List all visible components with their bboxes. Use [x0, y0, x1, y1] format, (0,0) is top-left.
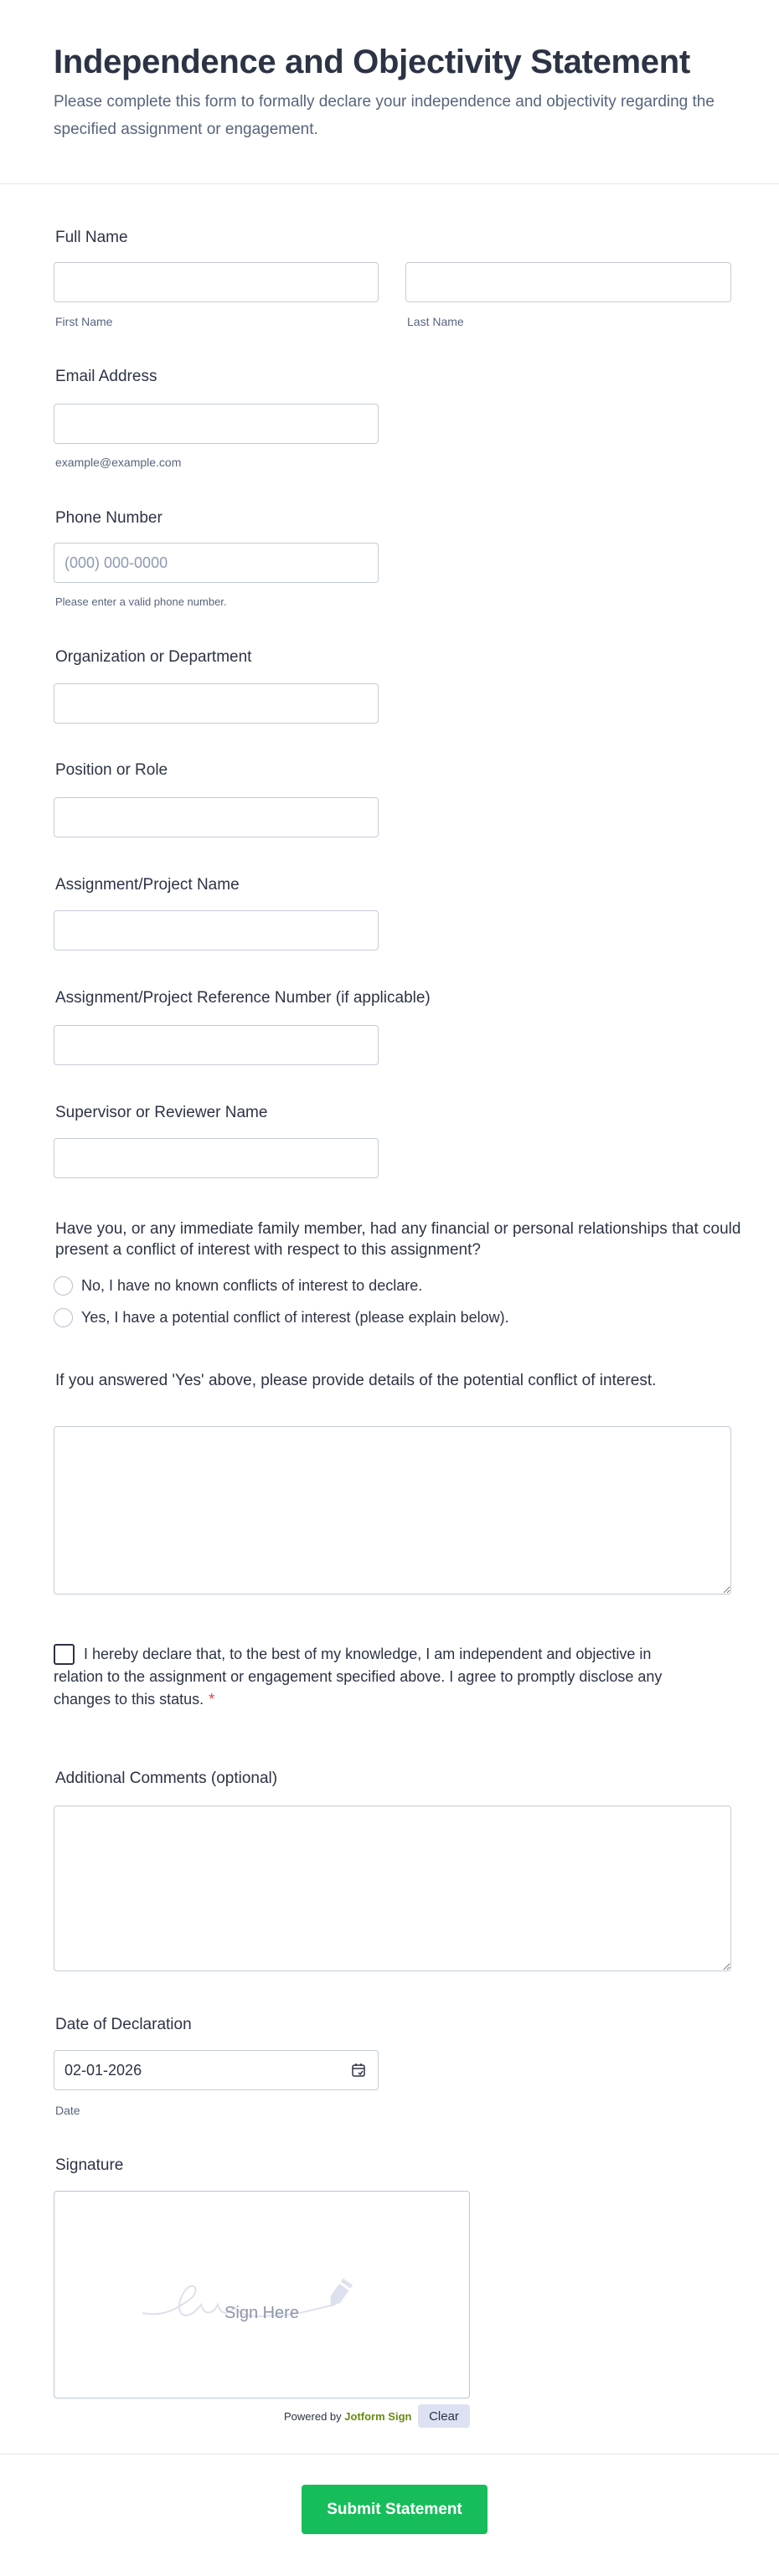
conflict-details-textarea[interactable] — [54, 1426, 731, 1595]
powered-by-text: Powered by — [284, 2410, 342, 2423]
calendar-icon[interactable] — [350, 2062, 367, 2079]
conflict-details-label: If you answered 'Yes' above, please provide details of the potential conflict of interest. — [55, 1372, 657, 1389]
conflict-option-yes[interactable] — [54, 1308, 509, 1327]
last-name-input[interactable] — [405, 262, 731, 302]
organization-label: Organization or Department — [55, 648, 252, 666]
option-label: Yes, I have a potential conflict of interest (please explain below). — [81, 1309, 509, 1326]
organization-input[interactable] — [54, 683, 379, 724]
jotform-sign-brand[interactable]: Jotform Sign — [344, 2410, 412, 2423]
project-ref-input[interactable] — [54, 1025, 379, 1065]
position-input[interactable] — [54, 797, 379, 837]
phone-sublabel: Please enter a valid phone number. — [55, 595, 227, 608]
declaration-label: I hereby declare that, to the best of my knowledge, I am independent and objective in relation to the assignment or engagement specified above. I agree to promptly disclose any changes to this status. — [54, 1646, 663, 1708]
footer-divider — [0, 2454, 779, 2455]
conflict-option-no[interactable] — [54, 1276, 422, 1296]
page-title: Independence and Objectivity Statement — [54, 44, 690, 80]
signature-scribble-icon — [138, 2267, 390, 2334]
page-subtitle: Please complete this form to formally declare your independence and objectivity regarding the specified assignment or engagement. — [54, 93, 715, 138]
phone-input[interactable] — [54, 543, 379, 583]
powered-by — [284, 2410, 411, 2423]
email-label: Email Address — [55, 368, 157, 385]
required-asterisk: * — [209, 1691, 215, 1708]
full-name-label: Full Name — [55, 229, 128, 246]
radio-button[interactable] — [54, 1308, 73, 1327]
comments-label: Additional Comments (optional) — [55, 1770, 278, 1787]
email-input[interactable] — [54, 404, 379, 444]
signature-pad[interactable] — [54, 2191, 470, 2398]
signature-label: Signature — [55, 2156, 124, 2174]
date-input[interactable] — [54, 2050, 379, 2090]
supervisor-label: Supervisor or Reviewer Name — [55, 1104, 268, 1121]
position-label: Position or Role — [55, 761, 168, 779]
radio-button[interactable] — [54, 1276, 73, 1296]
option-label: No, I have no known conflicts of interest to declare. — [81, 1277, 423, 1294]
email-sublabel: example@example.com — [55, 456, 182, 469]
first-name-sublabel: First Name — [55, 315, 113, 328]
project-name-input[interactable] — [54, 910, 379, 951]
project-name-label: Assignment/Project Name — [55, 876, 240, 894]
sign-here-placeholder: Sign Here — [224, 2304, 299, 2322]
header-divider — [0, 183, 779, 184]
first-name-input[interactable] — [54, 262, 379, 302]
supervisor-input[interactable] — [54, 1138, 379, 1178]
clear-signature-button[interactable]: Clear — [418, 2404, 470, 2428]
conflict-question-label: Have you, or any immediate family member, had any financial or personal relationships that could present a conflict of interest with respect to this assignment? — [55, 1220, 741, 1259]
phone-label: Phone Number — [55, 509, 163, 527]
date-label: Date of Declaration — [55, 2016, 192, 2033]
project-ref-label: Assignment/Project Reference Number (if applicable) — [55, 989, 431, 1007]
comments-textarea[interactable] — [54, 1806, 731, 1971]
last-name-sublabel: Last Name — [407, 315, 464, 328]
submit-button[interactable]: Submit Statement — [302, 2485, 488, 2534]
declaration-text — [54, 1643, 673, 1711]
date-sublabel: Date — [55, 2104, 80, 2117]
